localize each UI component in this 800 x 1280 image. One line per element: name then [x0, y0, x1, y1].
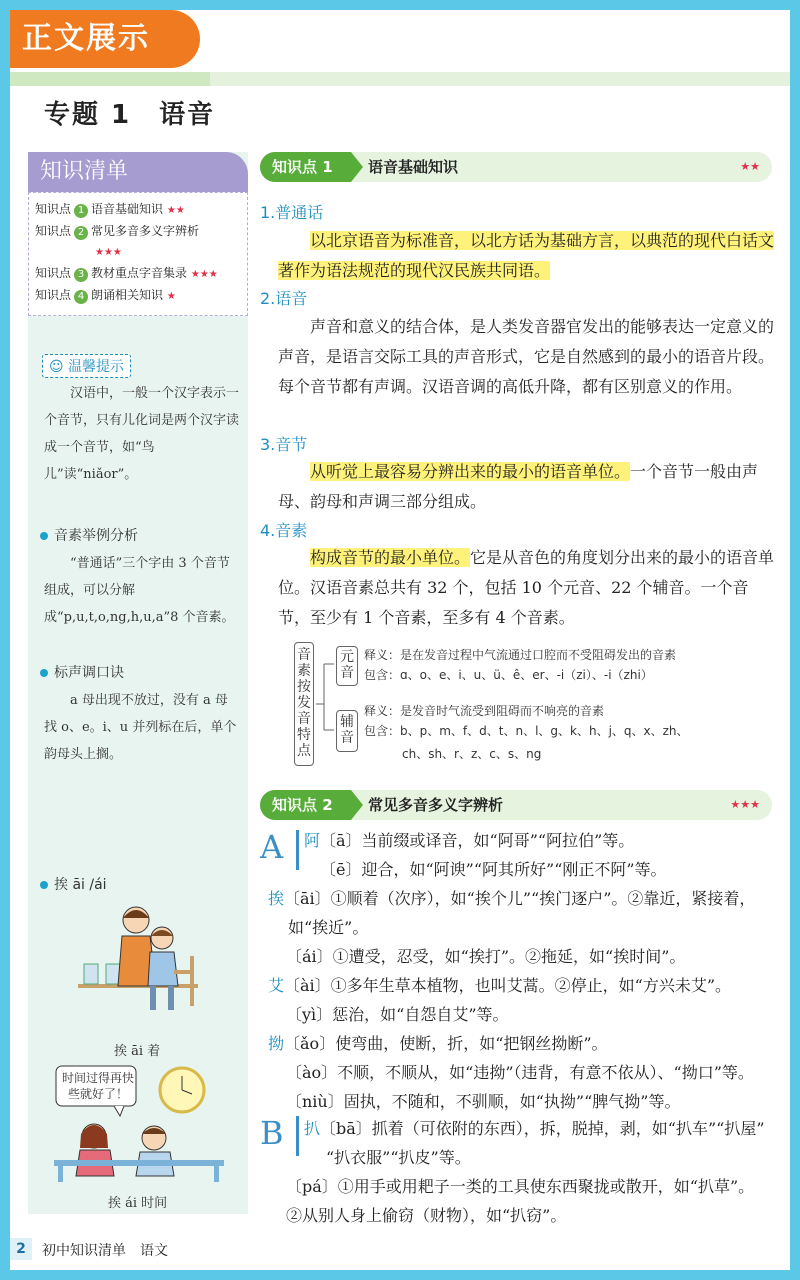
tone-heading — [40, 662, 124, 682]
tip-title-text: 温馨提示 — [68, 359, 125, 375]
vowel-definition: 释义：是在发音过程中气流通过口腔而不受阻碍发出的音素 — [364, 648, 677, 662]
entry-text: 〔ái〕①遭受，忍受，如“挨打”。②拖延，如“挨时间”。 — [286, 947, 686, 966]
star-rating: ★★ — [740, 160, 760, 173]
diagram-brace — [314, 642, 336, 766]
item-label: 教材重点字音集录 — [91, 266, 188, 280]
letter-divider — [296, 1116, 300, 1156]
entry-line — [286, 1087, 790, 1116]
entry-text: 如“挨近”。 — [288, 918, 369, 937]
analysis-heading-text: 音素举例分析 — [54, 528, 138, 544]
entry-text: 〔pá〕①用手或用耙子一类的工具使东西聚拢或散开，如“扒草”。 — [286, 1177, 755, 1196]
consonant-box — [336, 710, 358, 752]
paragraph-text: 一个音节一般由声母、韵母和声调三部分组成。 — [278, 462, 759, 511]
item-label: 语音基础知识 — [91, 202, 164, 216]
knowledge-list-item — [35, 221, 241, 241]
speech-bubble-text: 时间过得再快些就好了！ — [61, 1071, 134, 1101]
item-prefix: 知识点 — [35, 224, 72, 238]
knowledge-point-tag: 知识点 1 — [260, 152, 351, 182]
entry-line — [286, 1201, 790, 1230]
highlighted-definition: 以北京语音为标准音，以北方话为基础方言，以典范的现代白话文著作为语法规范的现代汉民族共同语。 — [278, 231, 775, 280]
knowledge-list-item-stars — [35, 241, 241, 263]
entry-line — [304, 826, 790, 855]
tone-heading-text: 标声调口诀 — [54, 665, 124, 681]
tone-text: a 母出现不放过，没有 a 母找 o、e。i、u 并列标在后，单个韵母头上搁。 — [44, 693, 237, 762]
section-paragraph — [278, 457, 776, 517]
illustration-leaning-together — [78, 900, 198, 1015]
section-heading: 4.音素 — [260, 521, 308, 540]
consonant-inclusion: 包含：b、p、m、f、d、t、n、l、g、k、h、j、q、x、zh、 — [364, 724, 689, 738]
bullet-icon — [40, 669, 48, 677]
item-prefix: 知识点 — [35, 202, 72, 216]
illustration-caption: 挨 āi 着 — [114, 1044, 161, 1059]
item-number: 2 — [74, 226, 88, 240]
entry-text: 〔bā〕抓着（可依附的东西），拆，脱掉，剥，如“扒车”“扒屋” — [320, 1119, 765, 1138]
item-number: 4 — [74, 290, 88, 304]
vowel-inclusion: 包含：ɑ、o、e、i、u、ü、ê、er、-i（zi）、-i（zhi） — [364, 668, 653, 682]
item-label: 常见多音多义字辨析 — [91, 224, 200, 238]
letter-divider — [296, 830, 300, 870]
diagram-root — [294, 642, 314, 766]
knowledge-list-item — [35, 263, 241, 285]
item-number: 1 — [74, 204, 88, 218]
page-footer — [10, 1228, 790, 1270]
analysis-text: “普通话”三个字由 3 个音节组成，可以分解成“p,u,t,o,ng,h,u,a”8 个音素。 — [44, 556, 235, 625]
phoneme-diagram — [294, 642, 774, 772]
item-label: 朗诵相关知识 — [91, 288, 164, 302]
entry-line — [268, 1029, 788, 1058]
knowledge-list-item — [35, 285, 241, 307]
highlighted-definition: 从听觉上最容易分辨出来的最小的语音单位。 — [310, 462, 631, 481]
knowledge-list-title: 知识清单 — [28, 152, 248, 192]
headword: 拗 — [268, 1034, 285, 1053]
entry-line — [268, 884, 788, 913]
entry-line — [320, 855, 790, 884]
sidebar — [28, 152, 248, 1214]
analysis-heading — [40, 525, 138, 545]
entry-line — [286, 1058, 790, 1087]
alphabet-letter-b: B — [260, 1114, 284, 1152]
star-rating: ★★★ — [730, 798, 760, 811]
section-banner: 正文展示 — [10, 10, 200, 68]
entry-line — [286, 1172, 790, 1201]
section-heading: 1.普通话 — [260, 203, 324, 222]
entry-text: 〔āi〕①顺着（次序），如“挨个儿”“挨门逐户”。②靠近，紧接着， — [284, 889, 756, 908]
consonant-label: 辅音 — [340, 714, 354, 746]
diagram-root-text: 音素按发音特点 — [297, 647, 311, 759]
entry-line — [288, 913, 790, 942]
highlighted-definition: 构成音节的最小单位。 — [310, 548, 471, 567]
ai-heading-text: 挨 āi /ái — [54, 877, 107, 893]
entry-line — [326, 1143, 790, 1172]
consonant-definition: 释义：是发音时气流受到阻碍而不响亮的音素 — [364, 704, 605, 718]
entry-text: 〔ào〕不顺，不顺从，如“违拗”（违背，有意不依从）、“拗口”等。 — [286, 1063, 754, 1082]
item-number: 3 — [74, 268, 88, 282]
section-paragraph — [278, 226, 776, 286]
knowledge-point-title: 常见多音多义字辨析 — [368, 796, 504, 814]
tip-title — [42, 354, 131, 378]
headword: 艾 — [268, 976, 285, 995]
paragraph-text: 它是从音色的角度划分出来的最小的语音单位。汉语音素总共有 32 个，包括 10 个元音、22 个辅音。一个音节，至少有 1 个音素，至多有 4 个音素。 — [278, 548, 775, 627]
entry-text: “扒衣服”“扒皮”等。 — [326, 1148, 471, 1167]
section-paragraph — [278, 543, 776, 633]
book-title: 初中知识清单 语文 — [42, 1243, 168, 1259]
entry-text: 〔ā〕当前缀或译音，如“阿哥”“阿拉伯”等。 — [320, 831, 635, 850]
entry-line — [286, 1000, 790, 1029]
item-prefix: 知识点 — [35, 266, 72, 280]
star-rating: ★ — [166, 291, 176, 302]
lightbulb-icon: ☺ — [49, 359, 64, 375]
item-prefix: 知识点 — [35, 288, 72, 302]
consonant-inclusion-continued: ch、sh、r、z、c、s、ng — [402, 747, 542, 761]
tip-text: 汉语中，一般一个汉字表示一个音节，只有儿化词是两个汉字读成一个音节，如“鸟儿”读“niǎor”。 — [44, 386, 240, 482]
entry-text: 〔yì〕惩治，如“自怨自艾”等。 — [286, 1005, 509, 1024]
section-heading: 3.音节 — [260, 435, 308, 454]
knowledge-point-tag: 知识点 2 — [260, 790, 351, 820]
entry-text: 〔ài〕①多年生草本植物，也叫艾蒿。②停止，如“方兴未艾”。 — [284, 976, 732, 995]
section-heading: 2.语音 — [260, 289, 308, 308]
headword: 扒 — [304, 1119, 321, 1138]
knowledge-list — [28, 192, 248, 316]
entry-text: 〔ǎo〕使弯曲，使断，折，如“把钢丝拗断”。 — [284, 1034, 608, 1053]
star-rating: ★★★ — [95, 247, 122, 258]
entry-text: 〔ē〕迎合，如“阿谀”“阿其所好”“刚正不阿”等。 — [320, 860, 667, 879]
entry-text: 〔niù〕固执，不随和，不驯顺，如“执拗”“脾气拗”等。 — [286, 1092, 681, 1111]
entry-line — [286, 942, 790, 971]
vowel-label: 元音 — [340, 649, 354, 681]
headword: 阿 — [304, 831, 321, 850]
section-paragraph: 声音和意义的结合体，是人类发音器官发出的能够表达一定意义的声音，是语言交际工具的声音形式，它是自然感到的最小的语音片段。每个音节都有声调。汉语音调的高低升降，都有区别意义的作用。 — [278, 317, 775, 396]
knowledge-list-item — [35, 199, 241, 221]
entry-line — [304, 1114, 790, 1143]
star-rating: ★★ — [166, 205, 185, 216]
page-number: 2 — [10, 1238, 32, 1260]
knowledge-point-1-bar — [260, 152, 772, 182]
knowledge-point-2-bar — [260, 790, 772, 820]
alphabet-letter-a: A — [260, 828, 284, 866]
vowel-box — [336, 646, 358, 686]
star-rating: ★★★ — [190, 269, 218, 280]
entry-text: ②从别人身上偷窃（财物），如“扒窃”。 — [286, 1206, 567, 1225]
topic-title: 专题 1 语音 — [44, 100, 216, 130]
bullet-icon — [40, 881, 48, 889]
illustration-caption: 挨 ái 时间 — [108, 1196, 168, 1211]
page — [10, 10, 790, 1270]
entry-line — [268, 971, 788, 1000]
headword: 挨 — [268, 889, 285, 908]
ai-heading — [40, 874, 107, 894]
knowledge-point-title: 语音基础知识 — [368, 158, 459, 176]
header-band-accent — [10, 72, 210, 86]
bullet-icon — [40, 532, 48, 540]
